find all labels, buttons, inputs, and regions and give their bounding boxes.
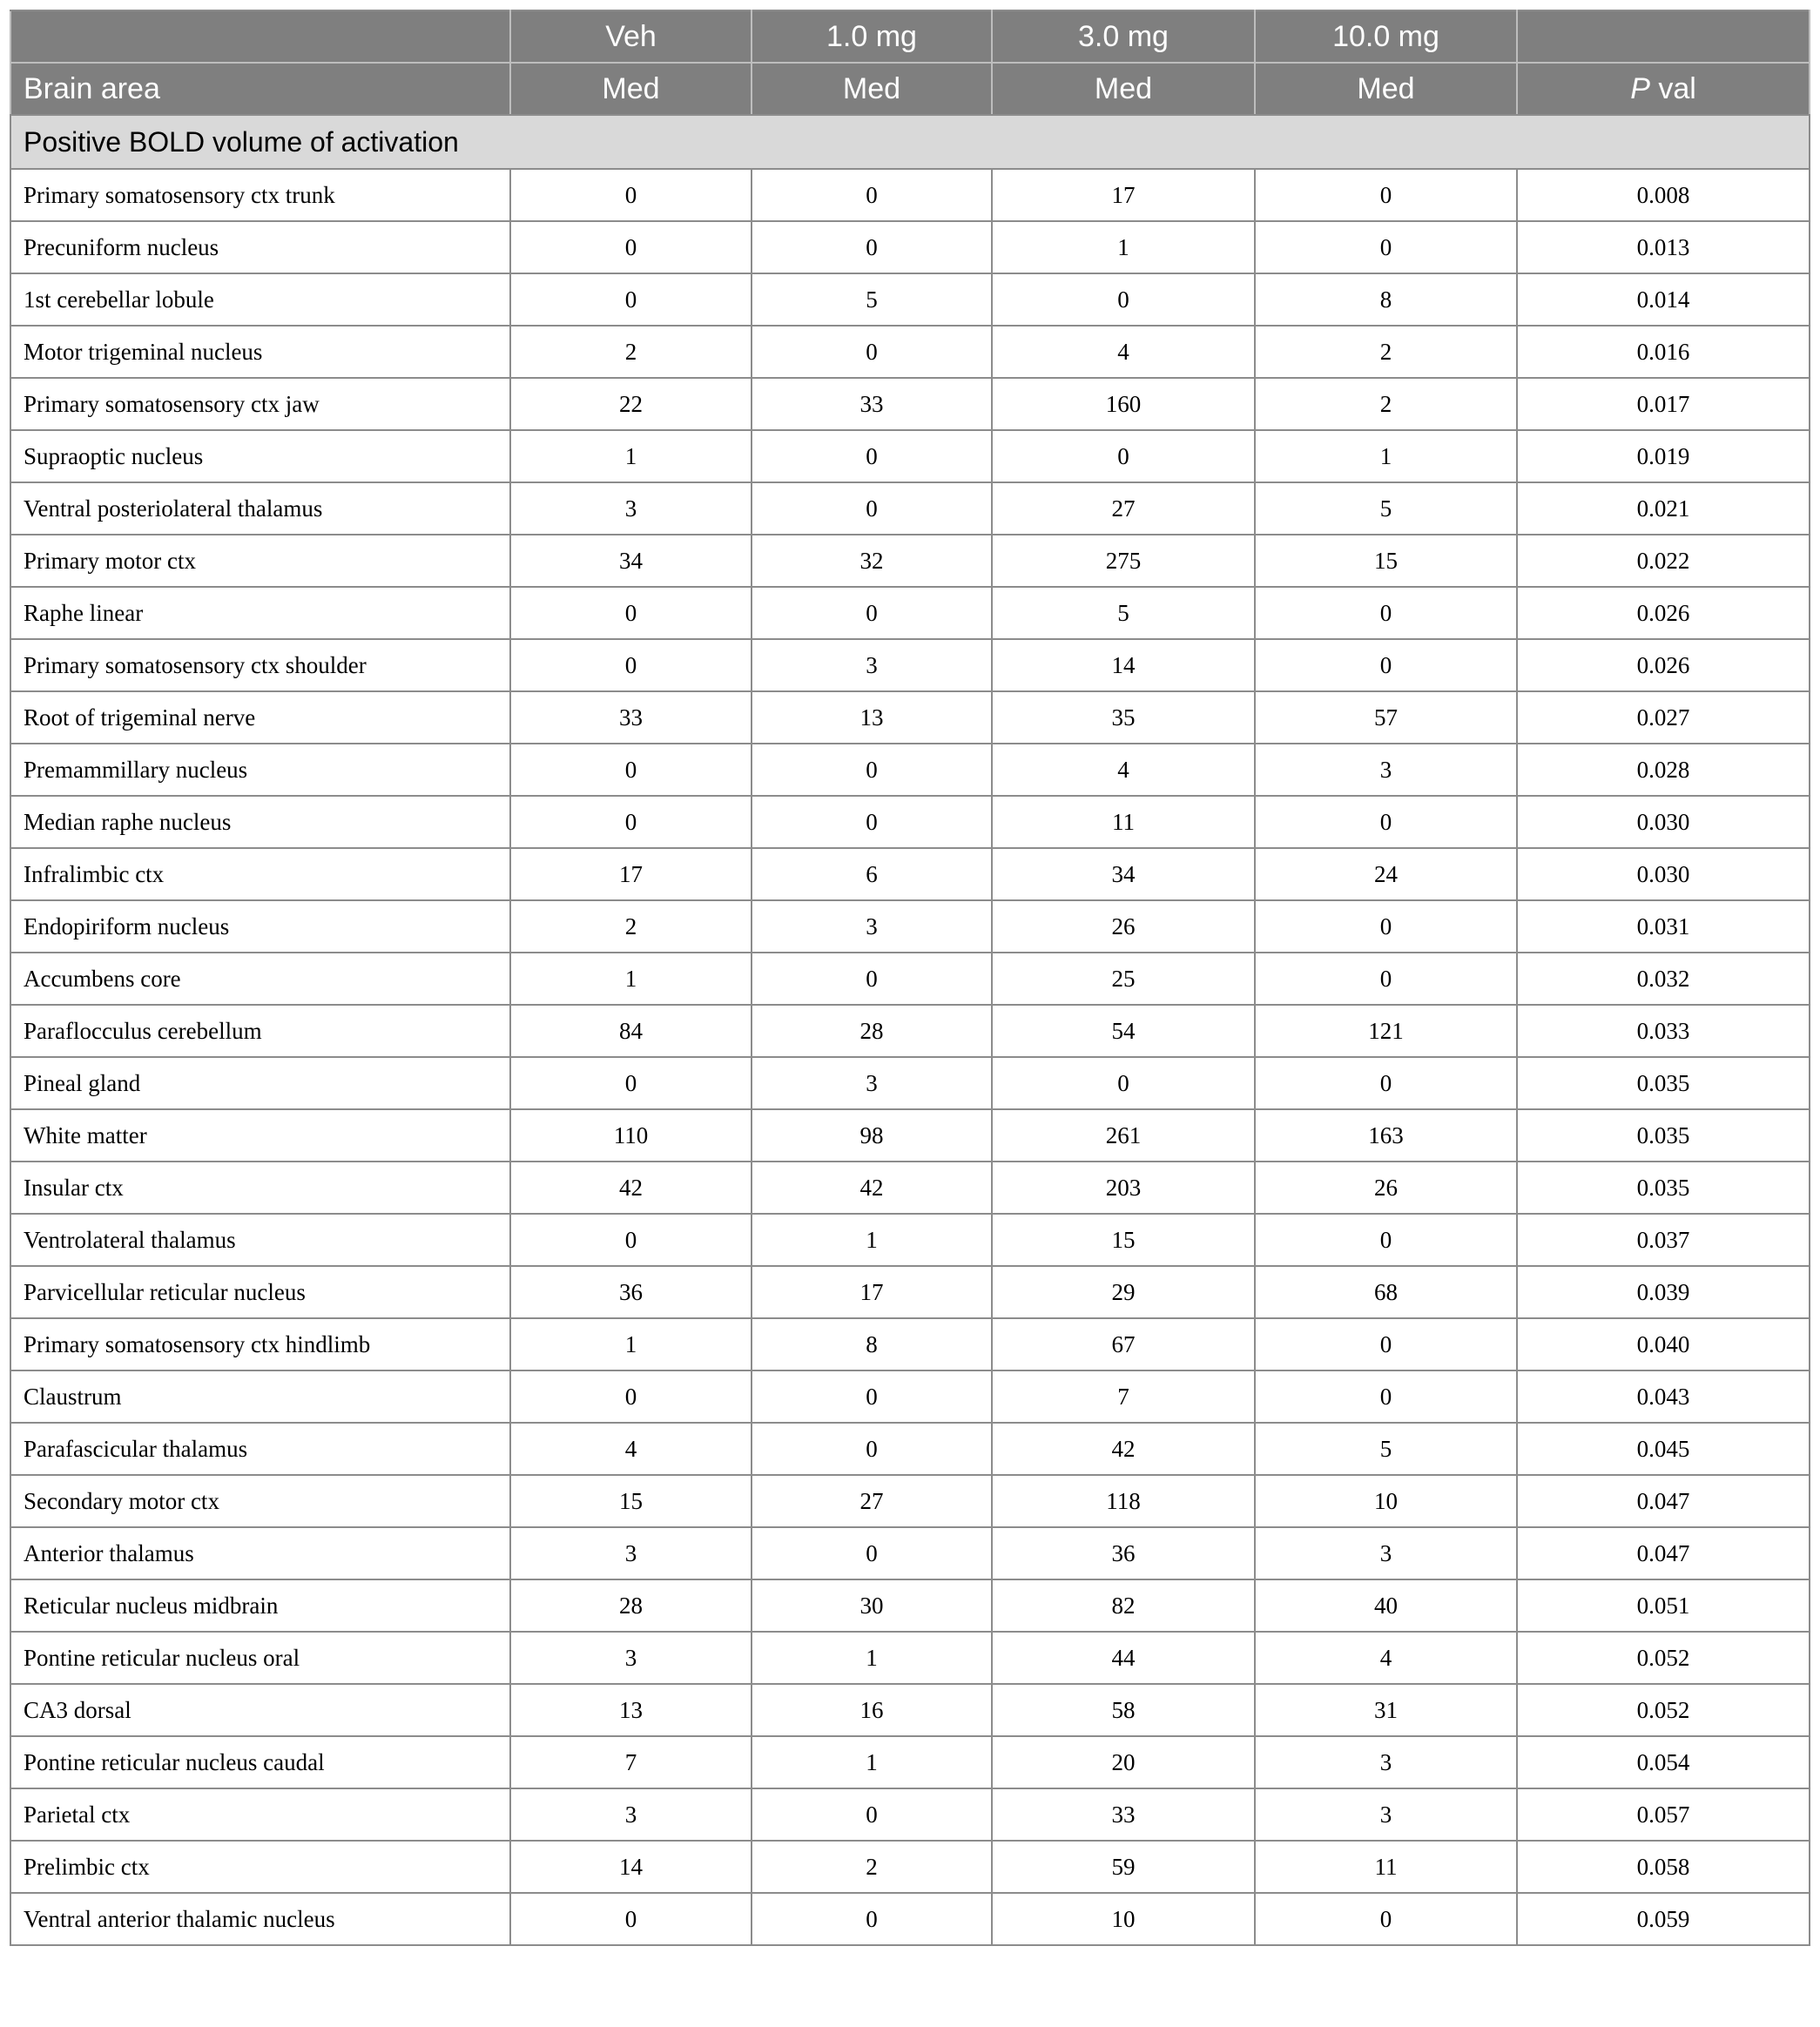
p-val-cell: 0.016 <box>1517 326 1810 378</box>
dose-1-cell: 0 <box>752 796 992 848</box>
dose-3-cell: 160 <box>992 378 1255 430</box>
veh-cell: 17 <box>510 848 752 900</box>
p-val-cell: 0.013 <box>1517 221 1810 273</box>
dose-10-cell: 3 <box>1255 744 1517 796</box>
dose-10-cell: 1 <box>1255 430 1517 482</box>
dose-1-cell: 0 <box>752 953 992 1005</box>
dose-3-cell: 10 <box>992 1893 1255 1945</box>
table-row <box>10 796 1810 848</box>
dose-3-cell: 58 <box>992 1684 1255 1736</box>
veh-cell: 42 <box>510 1162 752 1214</box>
p-val-cell: 0.027 <box>1517 691 1810 744</box>
table-row <box>10 1841 1810 1893</box>
veh-cell: 28 <box>510 1579 752 1632</box>
brain-area-cell: Ventral posteriolateral thalamus <box>10 482 510 535</box>
dose-1-cell: 0 <box>752 221 992 273</box>
veh-cell: 0 <box>510 744 752 796</box>
dose-1-cell: 1 <box>752 1214 992 1266</box>
brain-area-cell: Median raphe nucleus <box>10 796 510 848</box>
dose-3-cell: 0 <box>992 273 1255 326</box>
table-row <box>10 1266 1810 1318</box>
dose-3-cell: 42 <box>992 1423 1255 1475</box>
brain-area-cell: Reticular nucleus midbrain <box>10 1579 510 1632</box>
dose-3-cell: 67 <box>992 1318 1255 1370</box>
table-row <box>10 1162 1810 1214</box>
dose-10-cell: 0 <box>1255 1057 1517 1109</box>
brain-area-cell: Primary somatosensory ctx shoulder <box>10 639 510 691</box>
table-row <box>10 482 1810 535</box>
dose-3-cell: 15 <box>992 1214 1255 1266</box>
dose-3-cell: 11 <box>992 796 1255 848</box>
dose-1-cell: 0 <box>752 430 992 482</box>
p-val-cell: 0.035 <box>1517 1109 1810 1162</box>
p-val-cell: 0.028 <box>1517 744 1810 796</box>
dose-1-cell: 0 <box>752 1423 992 1475</box>
table-row <box>10 639 1810 691</box>
dose-10-cell: 4 <box>1255 1632 1517 1684</box>
veh-cell: 3 <box>510 1632 752 1684</box>
veh-cell: 0 <box>510 1893 752 1945</box>
dose-3-cell: 0 <box>992 430 1255 482</box>
dose-10-cell: 24 <box>1255 848 1517 900</box>
dose-10-cell: 2 <box>1255 378 1517 430</box>
data-table-container <box>10 10 1809 1946</box>
dose-10-cell: 0 <box>1255 1214 1517 1266</box>
dose-3-cell: 44 <box>992 1632 1255 1684</box>
veh-cell: 7 <box>510 1736 752 1788</box>
p-val-cell: 0.026 <box>1517 587 1810 639</box>
dose-1-cell: 0 <box>752 587 992 639</box>
veh-cell: 0 <box>510 639 752 691</box>
veh-cell: 15 <box>510 1475 752 1527</box>
brain-area-cell: Secondary motor ctx <box>10 1475 510 1527</box>
dose-3-cell: 261 <box>992 1109 1255 1162</box>
veh-cell: 110 <box>510 1109 752 1162</box>
p-val-cell: 0.031 <box>1517 900 1810 953</box>
brain-area-cell: Parietal ctx <box>10 1788 510 1841</box>
veh-cell: 0 <box>510 587 752 639</box>
dose-3-cell: 1 <box>992 221 1255 273</box>
p-val-cell: 0.021 <box>1517 482 1810 535</box>
p-val-cell: 0.008 <box>1517 169 1810 221</box>
veh-cell: 22 <box>510 378 752 430</box>
p-val-cell: 0.037 <box>1517 1214 1810 1266</box>
dose-1-cell: 8 <box>752 1318 992 1370</box>
veh-cell: 1 <box>510 1318 752 1370</box>
dose-10-cell: 0 <box>1255 587 1517 639</box>
brain-area-cell: 1st cerebellar lobule <box>10 273 510 326</box>
p-val-cell: 0.051 <box>1517 1579 1810 1632</box>
dose-3-cell: 29 <box>992 1266 1255 1318</box>
table-row <box>10 744 1810 796</box>
header-brain-area: Brain area <box>10 63 510 115</box>
brain-area-cell: Root of trigeminal nerve <box>10 691 510 744</box>
table-row <box>10 378 1810 430</box>
p-val-cell: 0.047 <box>1517 1527 1810 1579</box>
dose-10-cell: 0 <box>1255 639 1517 691</box>
header-med-veh: Med <box>510 63 752 115</box>
dose-10-cell: 40 <box>1255 1579 1517 1632</box>
dose-10-cell: 0 <box>1255 1318 1517 1370</box>
dose-3-cell: 17 <box>992 169 1255 221</box>
table-row <box>10 1370 1810 1423</box>
table-row <box>10 1632 1810 1684</box>
dose-3-cell: 34 <box>992 848 1255 900</box>
veh-cell: 0 <box>510 273 752 326</box>
dose-10-cell: 8 <box>1255 273 1517 326</box>
dose-10-cell: 2 <box>1255 326 1517 378</box>
dose-10-cell: 15 <box>1255 535 1517 587</box>
dose-1-cell: 3 <box>752 900 992 953</box>
brain-area-cell: Supraoptic nucleus <box>10 430 510 482</box>
veh-cell: 3 <box>510 1527 752 1579</box>
dose-1-cell: 0 <box>752 1788 992 1841</box>
brain-area-cell: Accumbens core <box>10 953 510 1005</box>
table-header <box>10 10 1810 115</box>
dose-1-cell: 27 <box>752 1475 992 1527</box>
veh-cell: 2 <box>510 326 752 378</box>
veh-cell: 34 <box>510 535 752 587</box>
table-row <box>10 169 1810 221</box>
dose-1-cell: 33 <box>752 378 992 430</box>
table-row <box>10 1214 1810 1266</box>
dose-3-cell: 59 <box>992 1841 1255 1893</box>
dose-1-cell: 0 <box>752 326 992 378</box>
table-row <box>10 221 1810 273</box>
dose-1-cell: 98 <box>752 1109 992 1162</box>
dose-10-cell: 0 <box>1255 221 1517 273</box>
brain-area-cell: Primary motor ctx <box>10 535 510 587</box>
header-blank <box>10 10 510 63</box>
header-dose-1: 1.0 mg <box>752 10 992 63</box>
table-row <box>10 535 1810 587</box>
table-row <box>10 1318 1810 1370</box>
veh-cell: 0 <box>510 221 752 273</box>
table-row <box>10 273 1810 326</box>
dose-10-cell: 0 <box>1255 1370 1517 1423</box>
brain-area-cell: Pontine reticular nucleus oral <box>10 1632 510 1684</box>
veh-cell: 14 <box>510 1841 752 1893</box>
dose-3-cell: 20 <box>992 1736 1255 1788</box>
table-row <box>10 1788 1810 1841</box>
header-row-stat <box>10 63 1810 115</box>
header-dose-3: 3.0 mg <box>992 10 1255 63</box>
veh-cell: 33 <box>510 691 752 744</box>
brain-area-table <box>10 10 1810 1946</box>
veh-cell: 0 <box>510 796 752 848</box>
brain-area-cell: Pontine reticular nucleus caudal <box>10 1736 510 1788</box>
dose-1-cell: 0 <box>752 1527 992 1579</box>
dose-10-cell: 0 <box>1255 900 1517 953</box>
table-row <box>10 1893 1810 1945</box>
table-row <box>10 900 1810 953</box>
veh-cell: 0 <box>510 1057 752 1109</box>
brain-area-cell: Paraflocculus cerebellum <box>10 1005 510 1057</box>
dose-10-cell: 31 <box>1255 1684 1517 1736</box>
brain-area-cell: Premammillary nucleus <box>10 744 510 796</box>
p-val-cell: 0.052 <box>1517 1632 1810 1684</box>
dose-10-cell: 121 <box>1255 1005 1517 1057</box>
dose-1-cell: 2 <box>752 1841 992 1893</box>
veh-cell: 3 <box>510 1788 752 1841</box>
p-val-cell: 0.026 <box>1517 639 1810 691</box>
dose-10-cell: 163 <box>1255 1109 1517 1162</box>
p-val-cell: 0.058 <box>1517 1841 1810 1893</box>
dose-1-cell: 13 <box>752 691 992 744</box>
dose-1-cell: 17 <box>752 1266 992 1318</box>
section-title: Positive BOLD volume of activation <box>10 115 1810 169</box>
dose-10-cell: 0 <box>1255 796 1517 848</box>
brain-area-cell: Parafascicular thalamus <box>10 1423 510 1475</box>
table-row <box>10 326 1810 378</box>
dose-10-cell: 0 <box>1255 953 1517 1005</box>
dose-3-cell: 5 <box>992 587 1255 639</box>
dose-10-cell: 11 <box>1255 1841 1517 1893</box>
brain-area-cell: Primary somatosensory ctx hindlimb <box>10 1318 510 1370</box>
brain-area-cell: Pineal gland <box>10 1057 510 1109</box>
header-p-rest: val <box>1649 71 1696 105</box>
dose-1-cell: 6 <box>752 848 992 900</box>
dose-1-cell: 0 <box>752 1370 992 1423</box>
table-row <box>10 1057 1810 1109</box>
p-val-cell: 0.052 <box>1517 1684 1810 1736</box>
header-med-1: Med <box>752 63 992 115</box>
table-section <box>10 115 1810 169</box>
dose-1-cell: 30 <box>752 1579 992 1632</box>
brain-area-cell: Primary somatosensory ctx jaw <box>10 378 510 430</box>
header-med-3: Med <box>992 63 1255 115</box>
table-row <box>10 1109 1810 1162</box>
brain-area-cell: Ventrolateral thalamus <box>10 1214 510 1266</box>
p-val-cell: 0.017 <box>1517 378 1810 430</box>
brain-area-cell: Primary somatosensory ctx trunk <box>10 169 510 221</box>
p-val-cell: 0.057 <box>1517 1788 1810 1841</box>
dose-3-cell: 33 <box>992 1788 1255 1841</box>
dose-3-cell: 4 <box>992 326 1255 378</box>
p-val-cell: 0.022 <box>1517 535 1810 587</box>
brain-area-cell: Motor trigeminal nucleus <box>10 326 510 378</box>
p-val-cell: 0.035 <box>1517 1057 1810 1109</box>
dose-3-cell: 25 <box>992 953 1255 1005</box>
header-med-10: Med <box>1255 63 1517 115</box>
table-row <box>10 953 1810 1005</box>
p-val-cell: 0.054 <box>1517 1736 1810 1788</box>
dose-1-cell: 3 <box>752 1057 992 1109</box>
dose-1-cell: 0 <box>752 169 992 221</box>
dose-1-cell: 42 <box>752 1162 992 1214</box>
dose-10-cell: 0 <box>1255 169 1517 221</box>
brain-area-cell: Claustrum <box>10 1370 510 1423</box>
dose-10-cell: 3 <box>1255 1788 1517 1841</box>
table-row <box>10 1527 1810 1579</box>
dose-1-cell: 0 <box>752 744 992 796</box>
dose-1-cell: 1 <box>752 1736 992 1788</box>
dose-10-cell: 0 <box>1255 1893 1517 1945</box>
p-val-cell: 0.032 <box>1517 953 1810 1005</box>
dose-3-cell: 36 <box>992 1527 1255 1579</box>
dose-1-cell: 0 <box>752 1893 992 1945</box>
p-val-cell: 0.047 <box>1517 1475 1810 1527</box>
dose-10-cell: 3 <box>1255 1527 1517 1579</box>
table-row <box>10 1684 1810 1736</box>
dose-10-cell: 5 <box>1255 1423 1517 1475</box>
p-val-cell: 0.039 <box>1517 1266 1810 1318</box>
brain-area-cell: Raphe linear <box>10 587 510 639</box>
dose-3-cell: 7 <box>992 1370 1255 1423</box>
table-row <box>10 691 1810 744</box>
brain-area-cell: Precuniform nucleus <box>10 221 510 273</box>
dose-10-cell: 68 <box>1255 1266 1517 1318</box>
brain-area-cell: Anterior thalamus <box>10 1527 510 1579</box>
p-val-cell: 0.040 <box>1517 1318 1810 1370</box>
brain-area-cell: Infralimbic ctx <box>10 848 510 900</box>
veh-cell: 0 <box>510 169 752 221</box>
p-val-cell: 0.035 <box>1517 1162 1810 1214</box>
p-val-cell: 0.059 <box>1517 1893 1810 1945</box>
brain-area-cell: Prelimbic ctx <box>10 1841 510 1893</box>
veh-cell: 0 <box>510 1214 752 1266</box>
brain-area-cell: Insular ctx <box>10 1162 510 1214</box>
table-body <box>10 169 1810 1945</box>
veh-cell: 1 <box>510 430 752 482</box>
header-row-dose <box>10 10 1810 63</box>
section-row <box>10 115 1810 169</box>
p-val-cell: 0.043 <box>1517 1370 1810 1423</box>
dose-3-cell: 275 <box>992 535 1255 587</box>
p-val-cell: 0.030 <box>1517 796 1810 848</box>
veh-cell: 0 <box>510 1370 752 1423</box>
dose-3-cell: 118 <box>992 1475 1255 1527</box>
table-row <box>10 1579 1810 1632</box>
veh-cell: 84 <box>510 1005 752 1057</box>
dose-3-cell: 35 <box>992 691 1255 744</box>
brain-area-cell: White matter <box>10 1109 510 1162</box>
veh-cell: 13 <box>510 1684 752 1736</box>
dose-3-cell: 54 <box>992 1005 1255 1057</box>
dose-1-cell: 1 <box>752 1632 992 1684</box>
header-p-val <box>1517 63 1810 115</box>
dose-3-cell: 0 <box>992 1057 1255 1109</box>
dose-10-cell: 10 <box>1255 1475 1517 1527</box>
header-p-italic: P <box>1630 71 1650 105</box>
dose-10-cell: 5 <box>1255 482 1517 535</box>
p-val-cell: 0.014 <box>1517 273 1810 326</box>
table-row <box>10 1736 1810 1788</box>
table-row <box>10 587 1810 639</box>
brain-area-cell: CA3 dorsal <box>10 1684 510 1736</box>
header-veh: Veh <box>510 10 752 63</box>
table-row <box>10 1005 1810 1057</box>
dose-1-cell: 0 <box>752 482 992 535</box>
dose-10-cell: 3 <box>1255 1736 1517 1788</box>
table-row <box>10 848 1810 900</box>
dose-1-cell: 5 <box>752 273 992 326</box>
dose-1-cell: 32 <box>752 535 992 587</box>
table-row <box>10 1423 1810 1475</box>
brain-area-cell: Endopiriform nucleus <box>10 900 510 953</box>
dose-3-cell: 4 <box>992 744 1255 796</box>
p-val-cell: 0.045 <box>1517 1423 1810 1475</box>
p-val-cell: 0.019 <box>1517 430 1810 482</box>
dose-1-cell: 16 <box>752 1684 992 1736</box>
p-val-cell: 0.033 <box>1517 1005 1810 1057</box>
brain-area-cell: Ventral anterior thalamic nucleus <box>10 1893 510 1945</box>
veh-cell: 4 <box>510 1423 752 1475</box>
p-val-cell: 0.030 <box>1517 848 1810 900</box>
table-row <box>10 430 1810 482</box>
brain-area-cell: Parvicellular reticular nucleus <box>10 1266 510 1318</box>
dose-3-cell: 82 <box>992 1579 1255 1632</box>
dose-3-cell: 203 <box>992 1162 1255 1214</box>
dose-3-cell: 26 <box>992 900 1255 953</box>
veh-cell: 3 <box>510 482 752 535</box>
dose-3-cell: 27 <box>992 482 1255 535</box>
veh-cell: 1 <box>510 953 752 1005</box>
header-dose-10: 10.0 mg <box>1255 10 1517 63</box>
dose-10-cell: 26 <box>1255 1162 1517 1214</box>
table-row <box>10 1475 1810 1527</box>
dose-3-cell: 14 <box>992 639 1255 691</box>
veh-cell: 36 <box>510 1266 752 1318</box>
veh-cell: 2 <box>510 900 752 953</box>
dose-10-cell: 57 <box>1255 691 1517 744</box>
header-blank-p <box>1517 10 1810 63</box>
dose-1-cell: 28 <box>752 1005 992 1057</box>
dose-1-cell: 3 <box>752 639 992 691</box>
